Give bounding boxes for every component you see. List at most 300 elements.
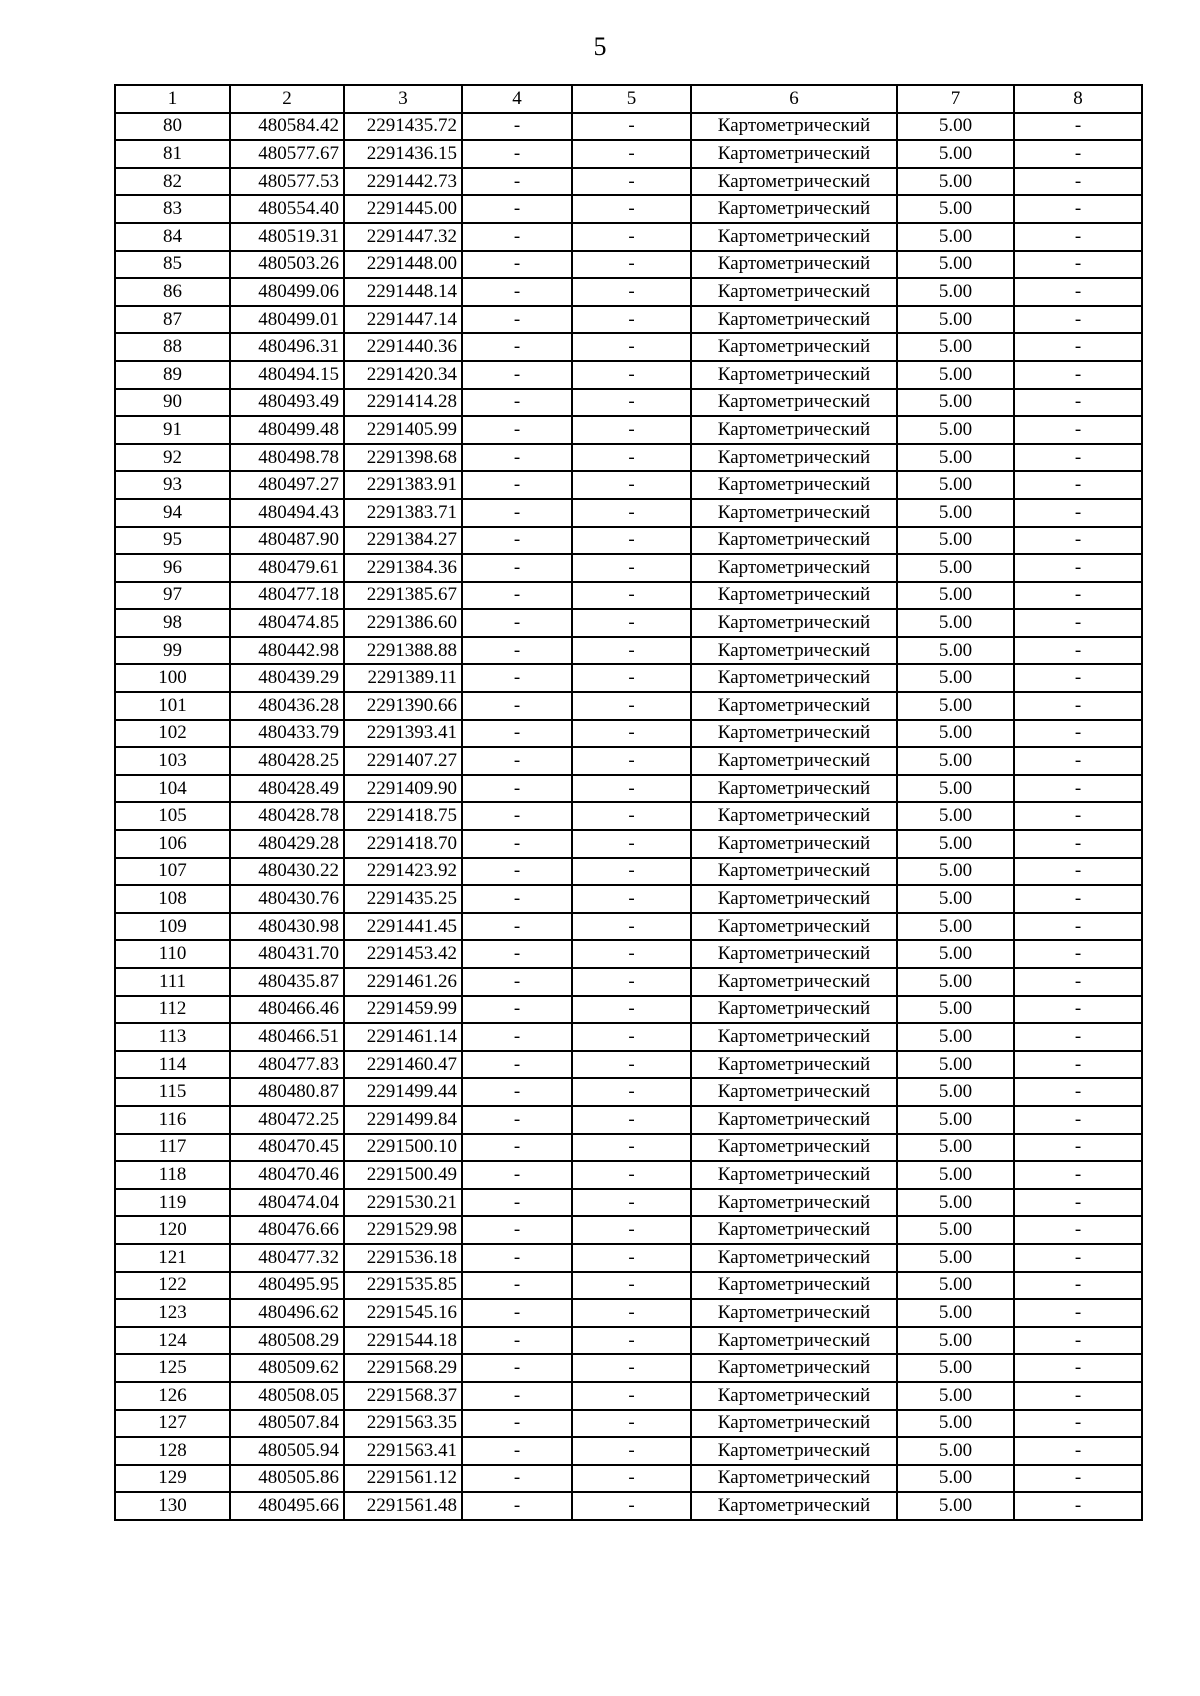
cell-col-8: - [1014, 1134, 1142, 1162]
cell-col-4: - [462, 499, 572, 527]
table-row [115, 554, 1142, 582]
cell-col-8: - [1014, 1410, 1142, 1438]
table-row [115, 1382, 1142, 1410]
cell-x-coordinate: 480477.18 [230, 582, 344, 610]
cell-x-coordinate: 480439.29 [230, 664, 344, 692]
cell-col-5: - [572, 1492, 691, 1520]
cell-y-coordinate: 2291386.60 [344, 609, 462, 637]
cell-accuracy: 5.00 [897, 940, 1014, 968]
table-row [115, 361, 1142, 389]
cell-col-8: - [1014, 1161, 1142, 1189]
cell-col-8: - [1014, 306, 1142, 334]
cell-col-4: - [462, 775, 572, 803]
cell-method: Картометрический [691, 251, 897, 279]
cell-accuracy: 5.00 [897, 1106, 1014, 1134]
cell-col-4: - [462, 195, 572, 223]
cell-y-coordinate: 2291420.34 [344, 361, 462, 389]
cell-method: Картометрический [691, 1382, 897, 1410]
cell-col-4: - [462, 1492, 572, 1520]
column-header-7: 7 [897, 85, 1014, 113]
cell-col-5: - [572, 913, 691, 941]
cell-point-number: 97 [115, 582, 230, 610]
cell-method: Картометрический [691, 444, 897, 472]
cell-x-coordinate: 480472.25 [230, 1106, 344, 1134]
cell-x-coordinate: 480577.67 [230, 140, 344, 168]
cell-point-number: 122 [115, 1272, 230, 1300]
cell-accuracy: 5.00 [897, 1299, 1014, 1327]
column-header-1: 1 [115, 85, 230, 113]
cell-col-4: - [462, 1410, 572, 1438]
cell-method: Картометрический [691, 389, 897, 417]
cell-col-4: - [462, 416, 572, 444]
cell-point-number: 114 [115, 1051, 230, 1079]
cell-y-coordinate: 2291500.10 [344, 1134, 462, 1162]
cell-x-coordinate: 480495.95 [230, 1272, 344, 1300]
cell-col-4: - [462, 223, 572, 251]
cell-point-number: 103 [115, 747, 230, 775]
cell-col-4: - [462, 1051, 572, 1079]
cell-x-coordinate: 480495.66 [230, 1492, 344, 1520]
page-number: 5 [593, 32, 607, 61]
cell-col-5: - [572, 471, 691, 499]
cell-col-5: - [572, 168, 691, 196]
table-row [115, 499, 1142, 527]
cell-col-5: - [572, 1189, 691, 1217]
cell-method: Картометрический [691, 278, 897, 306]
cell-accuracy: 5.00 [897, 251, 1014, 279]
cell-point-number: 80 [115, 113, 230, 141]
cell-method: Картометрический [691, 499, 897, 527]
cell-col-4: - [462, 278, 572, 306]
cell-col-4: - [462, 885, 572, 913]
cell-point-number: 87 [115, 306, 230, 334]
cell-point-number: 116 [115, 1106, 230, 1134]
cell-col-4: - [462, 858, 572, 886]
cell-y-coordinate: 2291561.48 [344, 1492, 462, 1520]
cell-col-4: - [462, 609, 572, 637]
cell-method: Картометрический [691, 1327, 897, 1355]
cell-col-4: - [462, 1272, 572, 1300]
cell-x-coordinate: 480577.53 [230, 168, 344, 196]
cell-x-coordinate: 480431.70 [230, 940, 344, 968]
cell-col-5: - [572, 1078, 691, 1106]
table-row [115, 251, 1142, 279]
cell-accuracy: 5.00 [897, 747, 1014, 775]
cell-col-8: - [1014, 1272, 1142, 1300]
cell-col-5: - [572, 389, 691, 417]
cell-col-4: - [462, 637, 572, 665]
column-header-8: 8 [1014, 85, 1142, 113]
cell-y-coordinate: 2291384.36 [344, 554, 462, 582]
cell-point-number: 86 [115, 278, 230, 306]
cell-col-8: - [1014, 471, 1142, 499]
cell-col-4: - [462, 1106, 572, 1134]
cell-y-coordinate: 2291390.66 [344, 692, 462, 720]
cell-method: Картометрический [691, 554, 897, 582]
cell-y-coordinate: 2291461.26 [344, 968, 462, 996]
cell-col-5: - [572, 1299, 691, 1327]
cell-x-coordinate: 480499.01 [230, 306, 344, 334]
table-row [115, 664, 1142, 692]
cell-y-coordinate: 2291405.99 [344, 416, 462, 444]
cell-col-5: - [572, 333, 691, 361]
cell-accuracy: 5.00 [897, 1492, 1014, 1520]
cell-y-coordinate: 2291535.85 [344, 1272, 462, 1300]
cell-accuracy: 5.00 [897, 195, 1014, 223]
table-row [115, 1161, 1142, 1189]
cell-method: Картометрический [691, 1354, 897, 1382]
cell-col-4: - [462, 113, 572, 141]
cell-x-coordinate: 480505.94 [230, 1437, 344, 1465]
cell-col-4: - [462, 968, 572, 996]
cell-col-8: - [1014, 913, 1142, 941]
cell-y-coordinate: 2291445.00 [344, 195, 462, 223]
cell-col-5: - [572, 444, 691, 472]
cell-y-coordinate: 2291536.18 [344, 1244, 462, 1272]
table-row [115, 1465, 1142, 1493]
cell-y-coordinate: 2291563.35 [344, 1410, 462, 1438]
table-row [115, 1106, 1142, 1134]
cell-col-8: - [1014, 609, 1142, 637]
cell-col-4: - [462, 664, 572, 692]
cell-point-number: 82 [115, 168, 230, 196]
cell-col-8: - [1014, 251, 1142, 279]
cell-col-5: - [572, 720, 691, 748]
cell-col-4: - [462, 913, 572, 941]
cell-accuracy: 5.00 [897, 582, 1014, 610]
cell-col-4: - [462, 333, 572, 361]
cell-col-8: - [1014, 1106, 1142, 1134]
cell-col-8: - [1014, 1492, 1142, 1520]
cell-point-number: 124 [115, 1327, 230, 1355]
cell-y-coordinate: 2291448.14 [344, 278, 462, 306]
cell-y-coordinate: 2291453.42 [344, 940, 462, 968]
cell-point-number: 120 [115, 1216, 230, 1244]
coordinates-table [114, 84, 1143, 1521]
cell-col-5: - [572, 527, 691, 555]
cell-x-coordinate: 480470.46 [230, 1161, 344, 1189]
cell-accuracy: 5.00 [897, 306, 1014, 334]
cell-accuracy: 5.00 [897, 416, 1014, 444]
cell-accuracy: 5.00 [897, 140, 1014, 168]
cell-method: Картометрический [691, 664, 897, 692]
cell-col-4: - [462, 361, 572, 389]
column-header-4: 4 [462, 85, 572, 113]
cell-method: Картометрический [691, 1189, 897, 1217]
table-row [115, 692, 1142, 720]
cell-y-coordinate: 2291448.00 [344, 251, 462, 279]
cell-accuracy: 5.00 [897, 1354, 1014, 1382]
cell-col-8: - [1014, 1382, 1142, 1410]
cell-method: Картометрический [691, 775, 897, 803]
cell-accuracy: 5.00 [897, 499, 1014, 527]
cell-point-number: 127 [115, 1410, 230, 1438]
cell-col-5: - [572, 1051, 691, 1079]
cell-x-coordinate: 480430.98 [230, 913, 344, 941]
cell-col-5: - [572, 278, 691, 306]
table-row [115, 582, 1142, 610]
table-row [115, 720, 1142, 748]
cell-accuracy: 5.00 [897, 637, 1014, 665]
table-row [115, 885, 1142, 913]
table-row [115, 1189, 1142, 1217]
cell-accuracy: 5.00 [897, 775, 1014, 803]
cell-point-number: 93 [115, 471, 230, 499]
cell-y-coordinate: 2291389.11 [344, 664, 462, 692]
cell-accuracy: 5.00 [897, 278, 1014, 306]
cell-method: Картометрический [691, 720, 897, 748]
cell-accuracy: 5.00 [897, 113, 1014, 141]
cell-accuracy: 5.00 [897, 1327, 1014, 1355]
cell-col-5: - [572, 747, 691, 775]
cell-x-coordinate: 480430.76 [230, 885, 344, 913]
cell-col-5: - [572, 1382, 691, 1410]
cell-point-number: 90 [115, 389, 230, 417]
cell-col-8: - [1014, 1437, 1142, 1465]
cell-accuracy: 5.00 [897, 1410, 1014, 1438]
cell-col-8: - [1014, 940, 1142, 968]
cell-point-number: 107 [115, 858, 230, 886]
table-row [115, 113, 1142, 141]
cell-method: Картометрический [691, 113, 897, 141]
cell-point-number: 101 [115, 692, 230, 720]
cell-x-coordinate: 480480.87 [230, 1078, 344, 1106]
cell-col-5: - [572, 1023, 691, 1051]
cell-y-coordinate: 2291568.37 [344, 1382, 462, 1410]
cell-x-coordinate: 480507.84 [230, 1410, 344, 1438]
cell-point-number: 104 [115, 775, 230, 803]
cell-col-8: - [1014, 140, 1142, 168]
cell-x-coordinate: 480433.79 [230, 720, 344, 748]
cell-col-8: - [1014, 1078, 1142, 1106]
cell-point-number: 95 [115, 527, 230, 555]
cell-method: Картометрический [691, 913, 897, 941]
cell-col-5: - [572, 1354, 691, 1382]
cell-x-coordinate: 480436.28 [230, 692, 344, 720]
cell-method: Картометрический [691, 1465, 897, 1493]
cell-col-8: - [1014, 1216, 1142, 1244]
cell-point-number: 100 [115, 664, 230, 692]
cell-col-5: - [572, 195, 691, 223]
cell-point-number: 81 [115, 140, 230, 168]
cell-col-4: - [462, 527, 572, 555]
cell-method: Картометрический [691, 747, 897, 775]
cell-col-8: - [1014, 444, 1142, 472]
cell-y-coordinate: 2291383.91 [344, 471, 462, 499]
cell-point-number: 128 [115, 1437, 230, 1465]
cell-point-number: 84 [115, 223, 230, 251]
cell-col-5: - [572, 609, 691, 637]
cell-accuracy: 5.00 [897, 389, 1014, 417]
cell-y-coordinate: 2291418.75 [344, 802, 462, 830]
table-row [115, 389, 1142, 417]
cell-method: Картометрический [691, 1272, 897, 1300]
cell-col-8: - [1014, 1354, 1142, 1382]
cell-col-8: - [1014, 1023, 1142, 1051]
cell-col-4: - [462, 1244, 572, 1272]
cell-x-coordinate: 480499.48 [230, 416, 344, 444]
table-row [115, 223, 1142, 251]
table-row [115, 278, 1142, 306]
table-row [115, 1410, 1142, 1438]
cell-accuracy: 5.00 [897, 444, 1014, 472]
cell-accuracy: 5.00 [897, 333, 1014, 361]
cell-accuracy: 5.00 [897, 1051, 1014, 1079]
cell-col-4: - [462, 1465, 572, 1493]
cell-point-number: 125 [115, 1354, 230, 1382]
cell-col-8: - [1014, 223, 1142, 251]
table-row [115, 195, 1142, 223]
cell-col-5: - [572, 940, 691, 968]
cell-y-coordinate: 2291500.49 [344, 1161, 462, 1189]
cell-y-coordinate: 2291423.92 [344, 858, 462, 886]
table-row [115, 140, 1142, 168]
cell-y-coordinate: 2291409.90 [344, 775, 462, 803]
cell-col-8: - [1014, 692, 1142, 720]
cell-y-coordinate: 2291447.32 [344, 223, 462, 251]
cell-x-coordinate: 480496.62 [230, 1299, 344, 1327]
cell-point-number: 98 [115, 609, 230, 637]
cell-col-8: - [1014, 195, 1142, 223]
cell-method: Картометрический [691, 140, 897, 168]
cell-x-coordinate: 480429.28 [230, 830, 344, 858]
cell-col-8: - [1014, 278, 1142, 306]
cell-x-coordinate: 480503.26 [230, 251, 344, 279]
cell-col-4: - [462, 1382, 572, 1410]
cell-col-4: - [462, 830, 572, 858]
cell-y-coordinate: 2291459.99 [344, 996, 462, 1024]
cell-x-coordinate: 480584.42 [230, 113, 344, 141]
cell-point-number: 88 [115, 333, 230, 361]
cell-col-4: - [462, 720, 572, 748]
cell-method: Картометрический [691, 637, 897, 665]
column-header-5: 5 [572, 85, 691, 113]
cell-col-5: - [572, 1272, 691, 1300]
cell-accuracy: 5.00 [897, 830, 1014, 858]
cell-col-4: - [462, 1354, 572, 1382]
cell-x-coordinate: 480487.90 [230, 527, 344, 555]
table-row [115, 858, 1142, 886]
table-row [115, 416, 1142, 444]
cell-method: Картометрический [691, 1161, 897, 1189]
cell-method: Картометрический [691, 1244, 897, 1272]
cell-col-8: - [1014, 885, 1142, 913]
cell-col-8: - [1014, 554, 1142, 582]
cell-col-8: - [1014, 996, 1142, 1024]
cell-method: Картометрический [691, 1106, 897, 1134]
cell-point-number: 109 [115, 913, 230, 941]
cell-accuracy: 5.00 [897, 1437, 1014, 1465]
cell-point-number: 110 [115, 940, 230, 968]
cell-accuracy: 5.00 [897, 527, 1014, 555]
cell-x-coordinate: 480509.62 [230, 1354, 344, 1382]
cell-y-coordinate: 2291398.68 [344, 444, 462, 472]
cell-col-5: - [572, 1410, 691, 1438]
cell-col-8: - [1014, 168, 1142, 196]
cell-x-coordinate: 480435.87 [230, 968, 344, 996]
table-row [115, 1216, 1142, 1244]
cell-x-coordinate: 480428.78 [230, 802, 344, 830]
cell-method: Картометрический [691, 527, 897, 555]
cell-x-coordinate: 480497.27 [230, 471, 344, 499]
cell-point-number: 112 [115, 996, 230, 1024]
cell-x-coordinate: 480430.22 [230, 858, 344, 886]
column-header-2: 2 [230, 85, 344, 113]
cell-accuracy: 5.00 [897, 1244, 1014, 1272]
cell-accuracy: 5.00 [897, 858, 1014, 886]
cell-accuracy: 5.00 [897, 609, 1014, 637]
cell-y-coordinate: 2291383.71 [344, 499, 462, 527]
cell-y-coordinate: 2291393.41 [344, 720, 462, 748]
cell-col-8: - [1014, 830, 1142, 858]
cell-accuracy: 5.00 [897, 664, 1014, 692]
cell-point-number: 99 [115, 637, 230, 665]
cell-method: Картометрический [691, 582, 897, 610]
cell-col-4: - [462, 582, 572, 610]
cell-col-5: - [572, 968, 691, 996]
cell-accuracy: 5.00 [897, 1023, 1014, 1051]
cell-col-8: - [1014, 664, 1142, 692]
cell-point-number: 113 [115, 1023, 230, 1051]
cell-y-coordinate: 2291440.36 [344, 333, 462, 361]
cell-col-8: - [1014, 1465, 1142, 1493]
cell-method: Картометрический [691, 885, 897, 913]
cell-point-number: 129 [115, 1465, 230, 1493]
table-row [115, 1272, 1142, 1300]
table-row [115, 1244, 1142, 1272]
cell-x-coordinate: 480519.31 [230, 223, 344, 251]
cell-x-coordinate: 480493.49 [230, 389, 344, 417]
cell-accuracy: 5.00 [897, 1134, 1014, 1162]
cell-point-number: 96 [115, 554, 230, 582]
table-row [115, 802, 1142, 830]
cell-x-coordinate: 480508.05 [230, 1382, 344, 1410]
cell-x-coordinate: 480479.61 [230, 554, 344, 582]
cell-method: Картометрический [691, 968, 897, 996]
column-header-3: 3 [344, 85, 462, 113]
cell-accuracy: 5.00 [897, 1272, 1014, 1300]
table-row [115, 1299, 1142, 1327]
cell-method: Картометрический [691, 471, 897, 499]
cell-point-number: 121 [115, 1244, 230, 1272]
cell-x-coordinate: 480554.40 [230, 195, 344, 223]
cell-col-8: - [1014, 113, 1142, 141]
cell-col-5: - [572, 416, 691, 444]
table-row [115, 996, 1142, 1024]
cell-col-5: - [572, 692, 691, 720]
cell-x-coordinate: 480466.46 [230, 996, 344, 1024]
cell-col-8: - [1014, 527, 1142, 555]
cell-col-5: - [572, 1161, 691, 1189]
cell-method: Картометрический [691, 996, 897, 1024]
table-row [115, 747, 1142, 775]
cell-col-4: - [462, 554, 572, 582]
cell-col-5: - [572, 499, 691, 527]
cell-method: Картометрический [691, 361, 897, 389]
cell-point-number: 91 [115, 416, 230, 444]
table-row [115, 609, 1142, 637]
cell-col-5: - [572, 554, 691, 582]
cell-col-5: - [572, 775, 691, 803]
cell-col-4: - [462, 1327, 572, 1355]
cell-col-8: - [1014, 968, 1142, 996]
cell-accuracy: 5.00 [897, 1382, 1014, 1410]
cell-x-coordinate: 480477.83 [230, 1051, 344, 1079]
cell-accuracy: 5.00 [897, 471, 1014, 499]
cell-point-number: 115 [115, 1078, 230, 1106]
cell-col-8: - [1014, 333, 1142, 361]
cell-col-5: - [572, 802, 691, 830]
